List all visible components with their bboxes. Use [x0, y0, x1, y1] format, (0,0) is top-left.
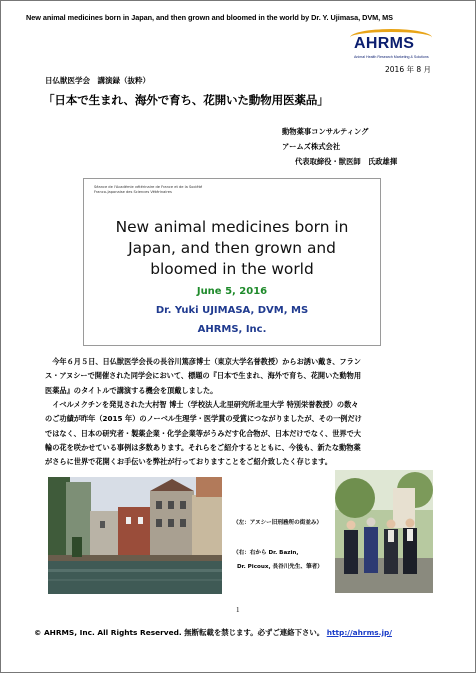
- slide-source-line: Séance de l'Académie vétérinaire de France et de la Société: [94, 185, 203, 189]
- paragraph-2: [45, 398, 437, 469]
- right-photo-caption-line2: Dr. Picoux, 長谷川先生、筆者）: [237, 564, 323, 570]
- paragraph-1: [45, 355, 437, 398]
- body-line: ス・アヌシーで開催された同学会において、標題の『日本で生まれ、海外で育ち、花開いた動物用: [45, 371, 362, 381]
- body-line: 医薬品』のタイトルで講演する機会を頂戴しました。: [45, 385, 218, 395]
- logo-tagline: Animal Health Research Marketing & Solutions: [354, 55, 429, 59]
- body-line: ではなく、日本の研究者・製薬企業・化学企業等がうみだす化合物が、日本だけでなく、世界で大: [45, 428, 361, 438]
- page-number: 1: [236, 606, 240, 614]
- slide-date: June 5, 2016: [196, 286, 268, 297]
- annecy-photo-image: [48, 477, 222, 594]
- author-company-name: アームズ株式会社: [282, 142, 341, 151]
- group-photo: [335, 470, 433, 593]
- presentation-slide: [83, 178, 381, 346]
- section-label: 日仏獣医学会 講演録（抜粋）: [45, 76, 150, 85]
- body-line: 今年６月５日、日仏獣医学会長の長谷川篤彦博士（東京大学名誉教授）からお誘い戴き、フラン: [45, 357, 361, 366]
- copyright-text: © AHRMS, Inc. All Rights Reserved. 無断転載を禁じます。必ずご連絡下さい。: [34, 628, 325, 637]
- slide-source-line: Franco-Japonaise des Sciences Vétérinaires: [94, 190, 172, 194]
- slide-organization: AHRMS, Inc.: [197, 324, 267, 335]
- body-line: イベルメクチンを発見された大村智 博士（学校法人北里研究所北里大学 特別栄誉教授）の数々: [45, 400, 359, 409]
- slide-title: [84, 217, 380, 280]
- slide-title-line: bloomed in the world: [150, 260, 314, 278]
- author-name: 代表取締役・獣医師 氏政雄揮: [295, 157, 398, 166]
- body-line: のご功績が昨年（2015 年）のノーベル生理学・医学賞の受賞につながりましたが、その一例だけ: [45, 414, 362, 424]
- ahrms-logo: [350, 35, 445, 63]
- right-photo-caption-line1: （右：右から Dr. Bazin,: [233, 550, 299, 556]
- logo-text: AHRMS: [354, 35, 415, 52]
- page-header-title: New animal medicines born in Japan, and then grown and bloomed in the world by Dr. Y. Ujimasa, DVM, MS: [26, 13, 393, 22]
- document-date: 2016 年 8 月: [385, 65, 432, 74]
- body-line: がさらに世界で花開くお手伝いを弊社が行っておりますことをご紹介致したく存じます。: [45, 457, 332, 467]
- slide-source: [94, 185, 202, 195]
- slide-title-line: New animal medicines born in: [115, 218, 349, 236]
- annecy-photo: [48, 477, 222, 594]
- author-company-type: 動物薬事コンサルティング: [282, 127, 369, 136]
- body-line: 輪の花を咲かせている事例は多数あります。それらをご紹介するとともに、今後も、新たな動物薬: [45, 442, 361, 452]
- website-link[interactable]: http://ahrms.jp/: [326, 628, 392, 637]
- main-title: 「日本で生まれ、海外で育ち、花開いた動物用医薬品」: [43, 93, 329, 107]
- slide-speaker: Dr. Yuki UJIMASA, DVM, MS: [155, 305, 309, 316]
- slide-title-line: Japan, and then grown and: [128, 239, 336, 257]
- left-photo-caption: （左：アヌシー旧刑務所の街並み）: [233, 520, 323, 526]
- group-photo-image: [335, 470, 433, 593]
- footer: [34, 627, 392, 638]
